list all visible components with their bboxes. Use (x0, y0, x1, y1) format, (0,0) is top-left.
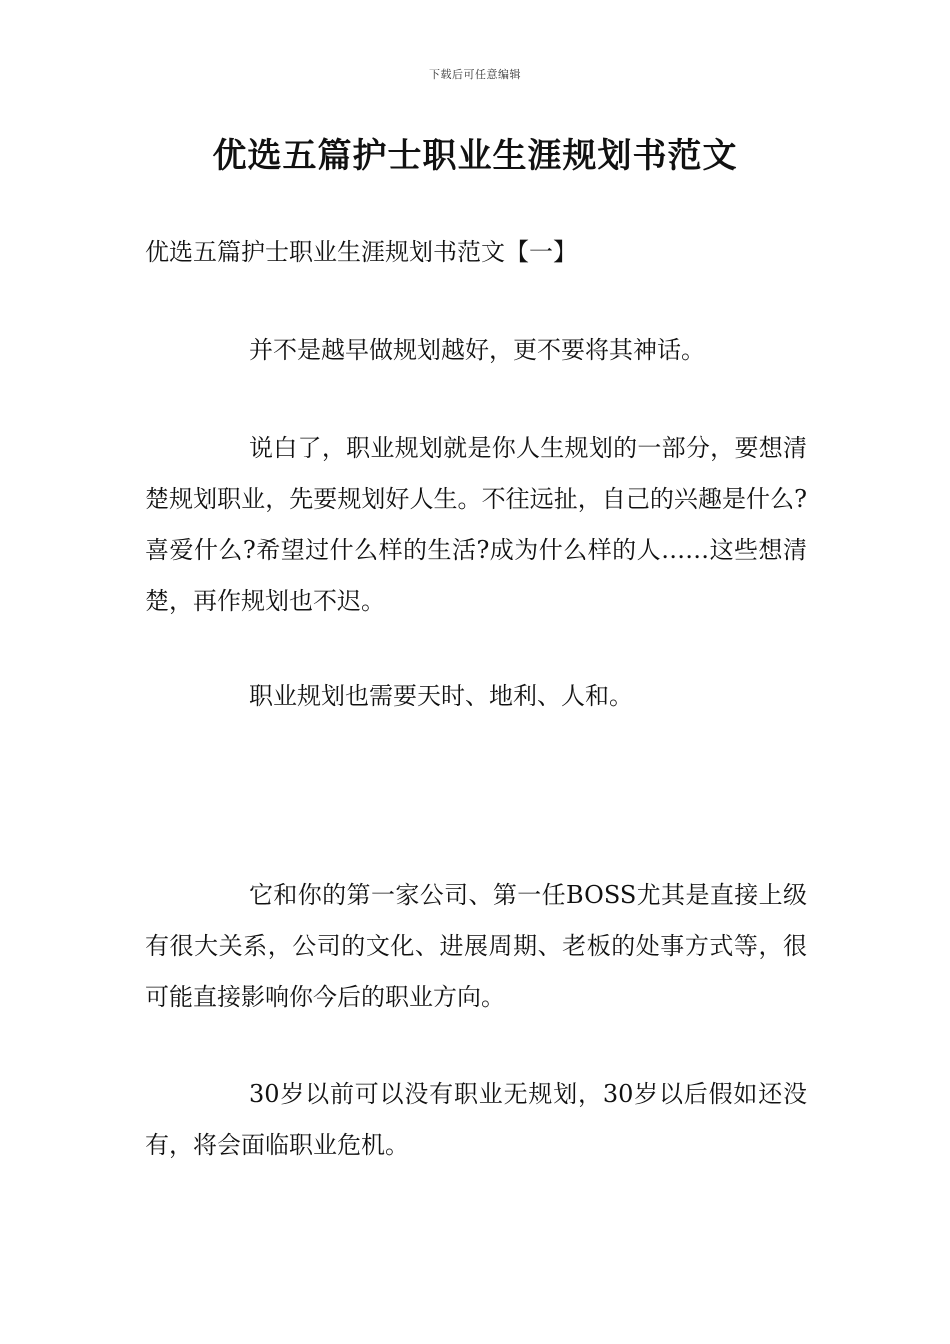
document-title: 优选五篇护士职业生涯规划书范文 (212, 136, 738, 176)
paragraph: 职业规划也需要天时、地利、人和。 (249, 682, 633, 710)
paragraph: 30岁以前可以没有职业无规划，30岁以后假如还没有，将会面临职业危机。 (145, 1080, 807, 1159)
paragraph: 并不是越早做规划越好，更不要将其神话。 (249, 336, 705, 364)
header-note: 下载后可任意编辑 (429, 68, 521, 81)
section-heading: 优选五篇护士职业生涯规划书范文【一】 (145, 238, 577, 266)
paragraph: 说白了，职业规划就是你人生规划的一部分，要想清楚规划职业，先要规划好人生。不往远扯，自己的兴趣是什么?喜爱什么?希望过什么样的生活?成为什么样的人……这些想清楚，再作规划也不迟。 (145, 434, 807, 615)
paragraph: 它和你的第一家公司、第一任BOSS尤其是直接上级有很大关系，公司的文化、进展周期、老板的处事方式等，很可能直接影响你今后的职业方向。 (145, 881, 807, 1011)
